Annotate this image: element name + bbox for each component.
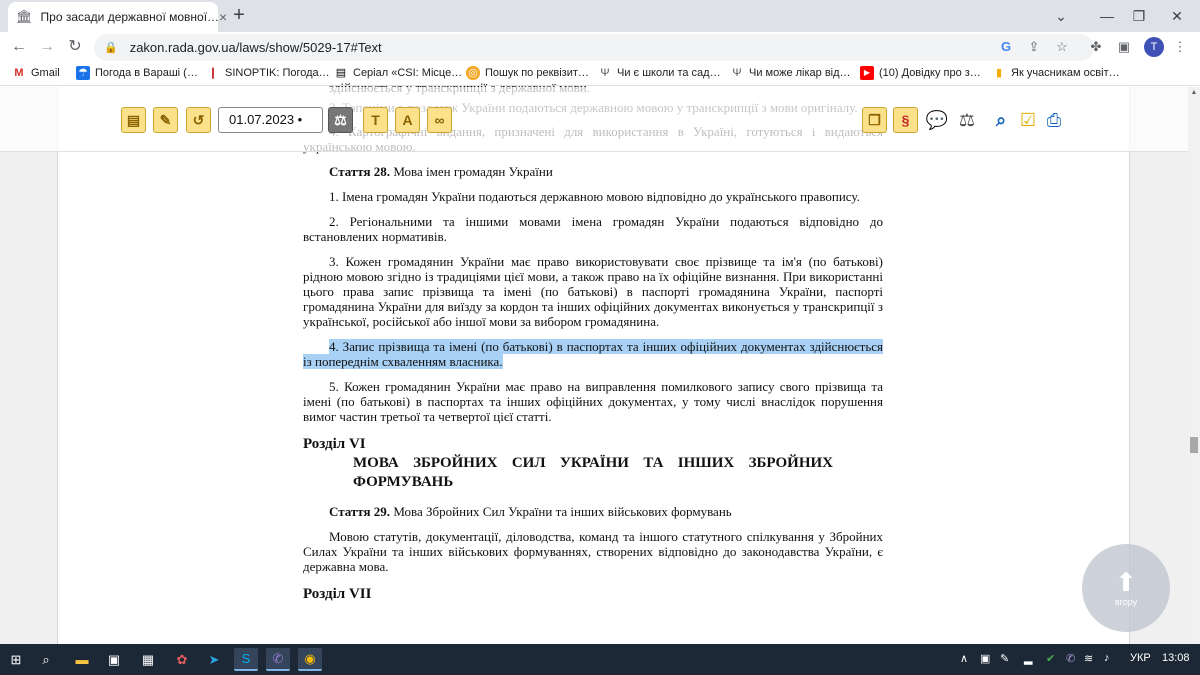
paragraph-section-icon[interactable]: § bbox=[893, 107, 918, 133]
arrow-right-icon: → bbox=[39, 38, 55, 55]
weather-icon: ☂ bbox=[76, 66, 90, 80]
section-6-title: МОВА ЗБРОЙНИХ СИЛ УКРАЇНИ ТА ІНШИХ ЗБРОЙНИХ ФОРМУВАНЬ bbox=[353, 455, 833, 490]
bookmark-item[interactable] bbox=[992, 66, 1120, 80]
skype-icon[interactable]: S bbox=[234, 648, 258, 671]
url-text: zakon.rada.gov.ua/laws/show/5029-17#Text bbox=[129, 40, 382, 55]
link-icon[interactable]: ∞ bbox=[427, 107, 452, 133]
section-7-number: Розділ VII bbox=[303, 586, 372, 602]
trident-icon: Ψ bbox=[600, 67, 610, 79]
scroll-up-arrow-icon[interactable]: ▲ bbox=[1190, 89, 1198, 96]
page-viewport bbox=[0, 87, 1200, 644]
browser-tab[interactable] bbox=[8, 2, 228, 32]
bookmark-label: Погода в Вараші (… bbox=[95, 67, 198, 79]
bookmark-label: Як учасникам освіт… bbox=[1011, 67, 1120, 79]
law-document bbox=[303, 87, 883, 604]
thermometer-icon: ❙ bbox=[208, 67, 218, 79]
bookmark-item[interactable] bbox=[860, 66, 981, 80]
article-number: Стаття 28. bbox=[329, 164, 391, 179]
article-title: Мова імен громадян України bbox=[390, 164, 553, 179]
new-tab-button[interactable]: + bbox=[233, 4, 245, 26]
search-site-icon: ◎ bbox=[466, 66, 480, 80]
viber-icon[interactable]: ✆ bbox=[266, 648, 290, 671]
history-icon[interactable]: ↺ bbox=[186, 107, 211, 133]
article-28-heading bbox=[303, 164, 883, 179]
bookmark-label: Серіал «CSI: Місце… bbox=[353, 67, 463, 79]
pen-icon[interactable]: ✎ bbox=[1000, 653, 1010, 665]
bookmark-item[interactable] bbox=[598, 66, 721, 80]
card-index-icon[interactable]: ▤ bbox=[121, 107, 146, 133]
article-29-heading bbox=[303, 504, 883, 519]
edition-date-value: 01.07.2023 • bbox=[229, 112, 303, 127]
print-icon[interactable]: ⎙ bbox=[1046, 109, 1062, 130]
volume-icon[interactable]: ♪ bbox=[1104, 652, 1110, 664]
bookmark-label: (10) Довідку про з… bbox=[879, 67, 981, 79]
text-size-icon[interactable]: T bbox=[363, 107, 388, 133]
tray-app-icon[interactable]: ▣ bbox=[980, 653, 991, 665]
bookmark-label: Пошук по реквізит… bbox=[485, 67, 589, 79]
tab-search-icon[interactable]: ⌄ bbox=[1055, 7, 1067, 24]
network-icon[interactable]: ▂ bbox=[1024, 653, 1033, 665]
bookmark-label: Чи є школи та сад… bbox=[617, 67, 721, 79]
article-title: Мова Збройних Сил України та інших військових формувань bbox=[390, 504, 732, 519]
google-icon[interactable]: G bbox=[1000, 39, 1012, 54]
document-icon: ▮ bbox=[995, 67, 1003, 79]
bookmark-item[interactable] bbox=[466, 66, 589, 80]
windows-taskbar bbox=[0, 644, 1200, 675]
search-icon[interactable]: ⌕ bbox=[42, 651, 50, 667]
scrollbar-thumb[interactable] bbox=[1190, 437, 1198, 453]
forward-button[interactable] bbox=[36, 36, 58, 58]
page-scrollbar[interactable] bbox=[1188, 87, 1200, 644]
government-building-icon: 🏛 bbox=[16, 9, 33, 24]
viber-tray-icon[interactable]: ✆ bbox=[1066, 653, 1076, 665]
article-number: Стаття 29. bbox=[329, 504, 391, 519]
close-window-button[interactable]: ✕ bbox=[1171, 7, 1183, 24]
file-explorer-icon[interactable]: ▬ bbox=[75, 652, 89, 667]
tab-close-icon[interactable]: × bbox=[219, 9, 228, 25]
telegram-icon[interactable]: ➤ bbox=[208, 651, 220, 667]
compare-scales-icon[interactable]: ⚖ bbox=[328, 107, 353, 133]
youtube-icon: ▶ bbox=[860, 66, 874, 80]
comments-icon[interactable]: 💬 bbox=[925, 109, 949, 130]
edit-pen-icon[interactable]: ✎ bbox=[153, 107, 178, 133]
highlighted-paragraph bbox=[303, 339, 883, 369]
bookmark-label: Чи може лікар від… bbox=[749, 67, 851, 79]
bookmark-label: Gmail bbox=[31, 67, 60, 79]
search-icon[interactable]: ⌕ bbox=[995, 109, 1007, 130]
paint-app-icon[interactable]: ✿ bbox=[176, 651, 188, 667]
chrome-icon[interactable]: ◉ bbox=[298, 648, 322, 671]
related-docs-icon[interactable]: ❐ bbox=[862, 107, 887, 133]
share-icon[interactable]: ⇪ bbox=[1028, 39, 1040, 54]
text-selection: 4. Запис прізвища та імені (по батькові) в паспортах та інших офіційних документах здійснюється із попереднім схваленням власника. bbox=[303, 339, 883, 369]
bookmark-item[interactable] bbox=[206, 66, 330, 80]
bookmark-item[interactable] bbox=[12, 66, 60, 80]
back-button[interactable] bbox=[8, 36, 30, 58]
section-6-number: Розділ VI bbox=[303, 436, 366, 452]
scroll-to-top-label: вгору bbox=[1114, 597, 1138, 607]
scroll-to-top-button[interactable] bbox=[1082, 544, 1170, 632]
paragraph: 2. Регіональними та іншими мовами імена громадян України подаються відповідно до встановлених нормативів. bbox=[303, 214, 883, 244]
gmail-icon: M bbox=[14, 67, 24, 79]
clapper-icon: ▤ bbox=[335, 67, 347, 79]
bookmark-item[interactable] bbox=[334, 66, 462, 80]
bookmark-star-icon[interactable]: ☆ bbox=[1056, 39, 1068, 54]
wifi-icon[interactable]: ≋ bbox=[1084, 653, 1094, 665]
save-app-icon[interactable]: ▣ bbox=[107, 651, 121, 667]
side-panel-icon[interactable]: ▣ bbox=[1117, 39, 1131, 54]
extensions-icon[interactable]: ✤ bbox=[1090, 39, 1102, 54]
paragraph: Мовою статутів, документації, діловодства, команд та іншого статутного спілкування у Збройних Силах України та інших військових формуваннях, створених відповідно до законодавства України, є державна мова. bbox=[303, 529, 883, 574]
arrow-left-icon: ← bbox=[11, 38, 27, 55]
tab-strip bbox=[0, 0, 1200, 32]
paragraph: 3. Кожен громадянин України має право використовувати своє прізвище та ім'я (по батькові) рідною мовою згідно із традиціями цієї мови, а також право на їх офіційне визнання. При використанні цього права запис прізвища та імені (по батькові) в паспорті громадянина України, паспорті громадянина України для виїзду за кордон та інших офіційних документах виконується у транскрипції з української, російської або іншої мови за вибором громадянина. bbox=[303, 254, 883, 329]
trident-icon: Ψ bbox=[732, 67, 742, 79]
start-windows-icon[interactable]: ⊞ bbox=[10, 651, 22, 667]
bookmark-label: SINOPTIK: Погода… bbox=[225, 67, 330, 79]
paragraph: 1. Імена громадян України подаються державною мовою відповідно до українського правопису. bbox=[329, 189, 860, 204]
paragraph: 5. Кожен громадянин України має право на виправлення помилкового запису свого прізвища та імені (по батькові) в паспортах та інших офіційних документах, у тому числі внаслідок порушення вимог частин третьої та четвертої цієї статті. bbox=[303, 379, 883, 424]
arrow-up-icon: ⬆ bbox=[1115, 567, 1137, 597]
restore-button[interactable]: ❐ bbox=[1132, 7, 1146, 24]
lock-icon: 🔒 bbox=[104, 42, 118, 54]
tray-chevron-up-icon[interactable]: ∧ bbox=[960, 653, 969, 665]
address-bar[interactable] bbox=[94, 34, 1094, 61]
minimize-button[interactable]: — bbox=[1100, 8, 1114, 24]
bookmark-item[interactable] bbox=[730, 66, 851, 80]
checklist-icon[interactable]: ☑ bbox=[1019, 109, 1037, 130]
menu-dots-icon[interactable]: ⋮ bbox=[1173, 39, 1187, 54]
scales-icon[interactable]: ⚖ bbox=[958, 109, 976, 130]
check-shield-icon[interactable]: ✔ bbox=[1046, 653, 1056, 665]
document-toolbar bbox=[0, 87, 1188, 152]
edition-date-select[interactable] bbox=[218, 107, 323, 133]
browser-toolbar bbox=[0, 32, 1200, 62]
font-icon[interactable]: A bbox=[395, 107, 420, 133]
input-language[interactable]: УКР bbox=[1130, 652, 1151, 664]
calculator-icon[interactable]: ▦ bbox=[141, 651, 155, 667]
profile-avatar[interactable]: T bbox=[1144, 37, 1164, 57]
reload-icon: ↻ bbox=[68, 38, 82, 55]
bookmark-item[interactable] bbox=[76, 66, 198, 80]
reload-button[interactable] bbox=[64, 36, 86, 58]
tab-title: Про засади державної мовної… bbox=[40, 10, 220, 24]
clock[interactable]: 13:08 bbox=[1162, 652, 1190, 664]
